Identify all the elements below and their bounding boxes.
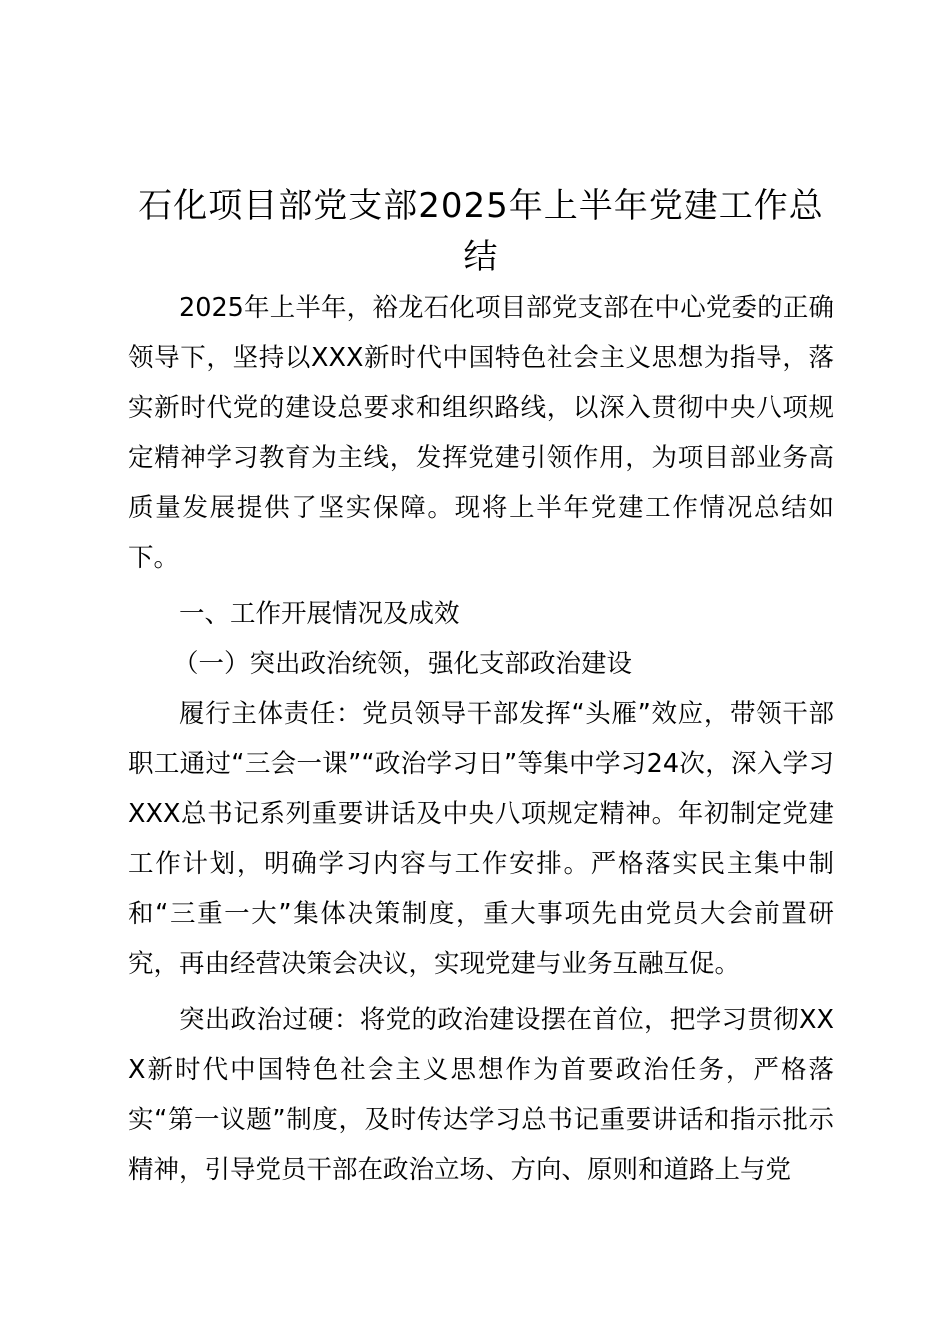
section-heading: 一、工作开展情况及成效	[179, 599, 460, 629]
intro-paragraph: 2025年上半年，裕龙石化项目部党支部在中心党委的正确领导下，坚持以XXX新时代中国特色社会主义思想为指导，落实新时代党的建设总要求和组织路线，以深入贯彻中央八项规定精神学习教育为主线，发挥党建引领作用，为项目部业务高质量发展提供了坚实保障。现将上半年党建工作情况总结如下。	[128, 293, 834, 573]
document-title-line2: 结	[463, 237, 499, 277]
subsection-heading: （一）突出政治统领，强化支部政治建设	[173, 649, 633, 679]
document-body	[128, 181, 834, 1195]
responsibility-paragraph: 履行主体责任：党员领导干部发挥“头雁”效应，带领干部职工通过“三会一课”“政治学习日”等集中学习24次，深入学习XXX总书记系列重要讲话及中央八项规定精神。年初制定党建工作计划，明确学习内容与工作安排。严格落实民主集中制和“三重一大”集体决策制度，重大事项先由党员大会前置研究，再由经营决策会决议，实现党建与业务互融互促。	[128, 699, 834, 979]
politics-paragraph: 突出政治过硬：将党的政治建设摆在首位，把学习贯彻XXX新时代中国特色社会主义思想作为首要政治任务，严格落实“第一议题”制度，及时传达学习总书记重要讲话和指示批示精神，引导党员干部在政治立场、方向、原则和道路上与党	[128, 1005, 834, 1185]
document-title-line1: 石化项目部党支部2025年上半年党建工作总	[138, 186, 824, 226]
document-title	[128, 181, 834, 283]
